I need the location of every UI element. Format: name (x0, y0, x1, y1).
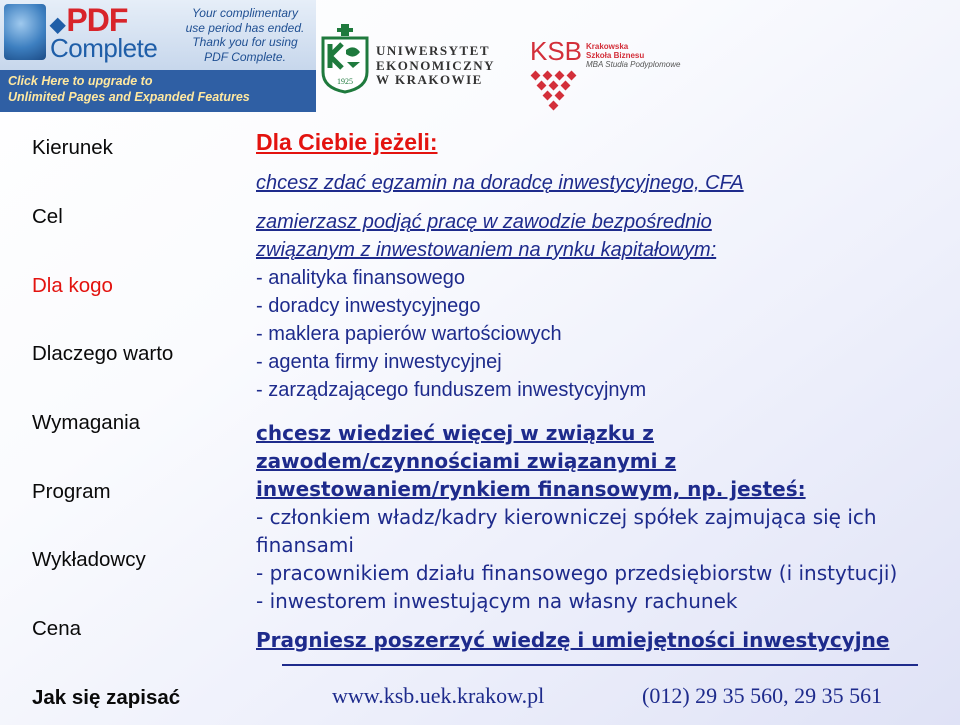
trial-line: PDF Complete. (204, 49, 286, 64)
uek-crest-logo (320, 22, 370, 94)
ksb-sub-line: Szkoła Biznesu (586, 51, 645, 60)
sidebar-item-wymagania[interactable]: Wymagania (32, 411, 141, 434)
ksb-mba-line: MBA Studia Podyplomowe (586, 60, 681, 69)
upgrade-line[interactable]: Click Here to upgrade to (8, 74, 153, 88)
career-list-item: - maklera papierów wartościowych (256, 323, 562, 345)
sidebar-item-cena[interactable]: Cena (32, 617, 82, 640)
ksb-sub-line: Krakowska (586, 42, 629, 51)
ksb-logo-word: KSB (530, 36, 583, 66)
sidebar-item-cel[interactable]: Cel (32, 205, 63, 228)
ksb-subtitle (586, 42, 680, 69)
uek-name-line: UNIWERSYTET (376, 43, 491, 58)
uek-name (376, 44, 495, 88)
knowledge-list-item: - pracownikiem działu finansowego przedsiębiorstw (i instytucji) (256, 561, 898, 585)
knowledge-list-item: - inwestorem inwestującym na własny rachunek (256, 589, 738, 613)
trial-line: Your complimentary (191, 6, 299, 20)
career-list-item: - agenta firmy inwestycyjnej (256, 351, 502, 373)
pdf-globe-icon (4, 4, 46, 60)
pdf-bird-icon: ◆ (50, 14, 65, 36)
career-list-item: - zarządzającego funduszem inwestycyjnym (256, 379, 647, 401)
trial-notice (178, 6, 312, 64)
sidebar-item-wykladowcy[interactable]: Wykładowcy (32, 548, 146, 571)
sidebar-item-program[interactable]: Program (32, 480, 111, 503)
career-list-item: - doradcy inwestycyjnego (256, 295, 481, 317)
sidebar-item-jak-sie-zapisac[interactable]: Jak się zapisać (32, 686, 181, 709)
sidebar-item-dla-kogo[interactable]: Dla kogo (32, 274, 113, 297)
crest-year: 1925 (337, 77, 353, 86)
pdf-word: PDF (66, 2, 128, 38)
footer-divider (282, 664, 918, 666)
point-knowledge-line: zawodem/czynnościami związanymi z (256, 449, 677, 473)
uek-name-line: W KRAKOWIE (376, 72, 483, 87)
sidebar-item-kierunek[interactable]: Kierunek (32, 136, 113, 159)
knowledge-list-item: - członkiem władz/kadry kierowniczej spółek zajmująca się ich (256, 505, 877, 529)
knowledge-list-item: finansami (256, 533, 354, 557)
point-career-line: związanym z inwestowaniem na rynku kapitałowym: (256, 239, 717, 261)
ksb-diamond-icon (530, 70, 582, 114)
point-exam: chcesz zdać egzamin na doradcę inwestycyjnego, CFA (256, 172, 744, 194)
footer-website-link[interactable]: www.ksb.uek.krakow.pl (332, 683, 545, 708)
page-title: Dla Ciebie jeżeli: (256, 129, 438, 155)
upgrade-link[interactable] (8, 73, 313, 105)
upgrade-line[interactable]: Unlimited Pages and Expanded Features (8, 90, 250, 104)
pdf-complete-banner[interactable] (0, 0, 316, 112)
uek-name-line: EKONOMICZNY (376, 57, 496, 73)
point-knowledge-line: chcesz wiedzieć więcej w związku z (256, 421, 654, 445)
complete-word: Complete (50, 33, 158, 63)
footer-phone: (012) 29 35 560, 29 35 561 (642, 683, 883, 708)
point-skills: Pragniesz poszerzyć wiedzę i umiejętności inwestycyjne (256, 628, 890, 652)
trial-line: use period has ended. (185, 20, 305, 35)
trial-line: Thank you for using (192, 35, 298, 49)
point-knowledge-line: inwestowaniem/rynkiem finansowym, np. jesteś: (256, 477, 806, 501)
sidebar-item-dlaczego-warto[interactable]: Dlaczego warto (32, 342, 174, 365)
career-list-item: - analityka finansowego (256, 267, 466, 289)
point-career-line: zamierzasz podjąć pracę w zawodzie bezpośrednio (256, 211, 712, 233)
